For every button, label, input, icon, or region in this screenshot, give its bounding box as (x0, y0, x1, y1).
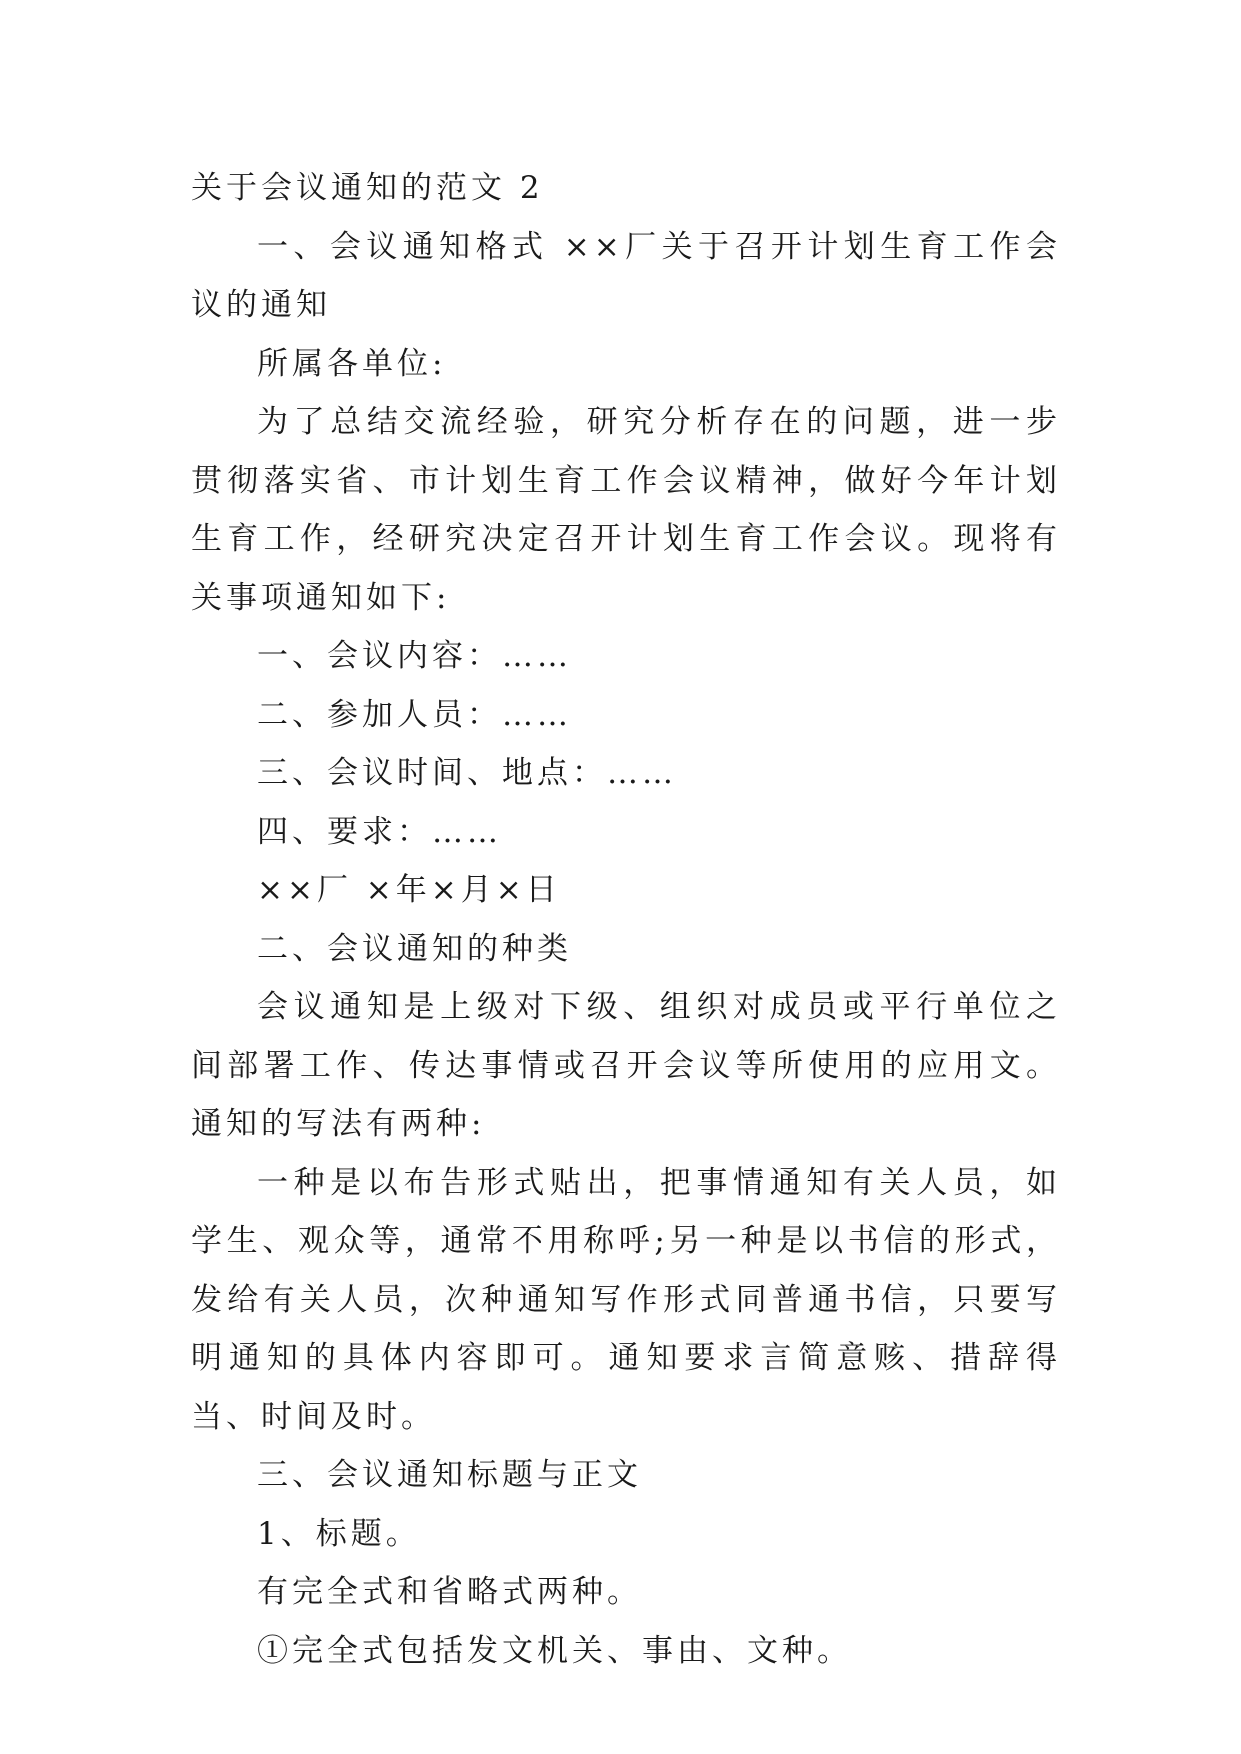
subheading-title: 1、标题。 (257, 1515, 421, 1552)
paragraph-signature-date: ××厂 ×年×月×日 (257, 872, 561, 908)
paragraph-complete-form: ①完全式包括发文机关、事由、文种。 (257, 1632, 852, 1669)
paragraph-salutation: 所属各单位: (257, 345, 447, 382)
list-item-time-place: 三、会议时间、地点：…… (257, 755, 677, 791)
paragraph-notice-format: 一、会议通知格式 ××厂关于召开计划生育工作会议的通知 (191, 228, 1061, 323)
paragraph-types-detail: 一种是以布告形式贴出，把事情通知有关人员，如学生、观众等，通常不用称呼;另一种是以书信的形式，发给有关人员，次种通知写作形式同普通书信，只要写明通知的具体内容即可。通知要求言简意赅、措辞得当、时间及时。 (191, 1164, 1061, 1435)
list-item-participants: 二、参加人员：…… (257, 696, 572, 733)
paragraph-notice-body: 为了总结交流经验，研究分析存在的问题，进一步贯彻落实省、市计划生育工作会议精神，做好今年计划生育工作，经研究决定召开计划生育工作会议。现将有关事项通知如下: (191, 404, 1061, 616)
section-heading-types: 二、会议通知的种类 (257, 930, 572, 967)
list-item-meeting-content: 一、会议内容：…… (257, 638, 572, 674)
section-heading-title-body: 三、会议通知标题与正文 (257, 1457, 642, 1493)
paragraph-title-forms: 有完全式和省略式两种。 (257, 1574, 642, 1610)
paragraph-types-intro: 会议通知是上级对下级、组织对成员或平行单位之间部署工作、传达事情或召开会议等所使用的应用文。通知的写法有两种: (191, 989, 1061, 1142)
document-title: 关于会议通知的范文 2 (191, 170, 544, 206)
list-item-requirements: 四、要求：…… (257, 813, 502, 850)
document-body (191, 159, 1061, 1680)
